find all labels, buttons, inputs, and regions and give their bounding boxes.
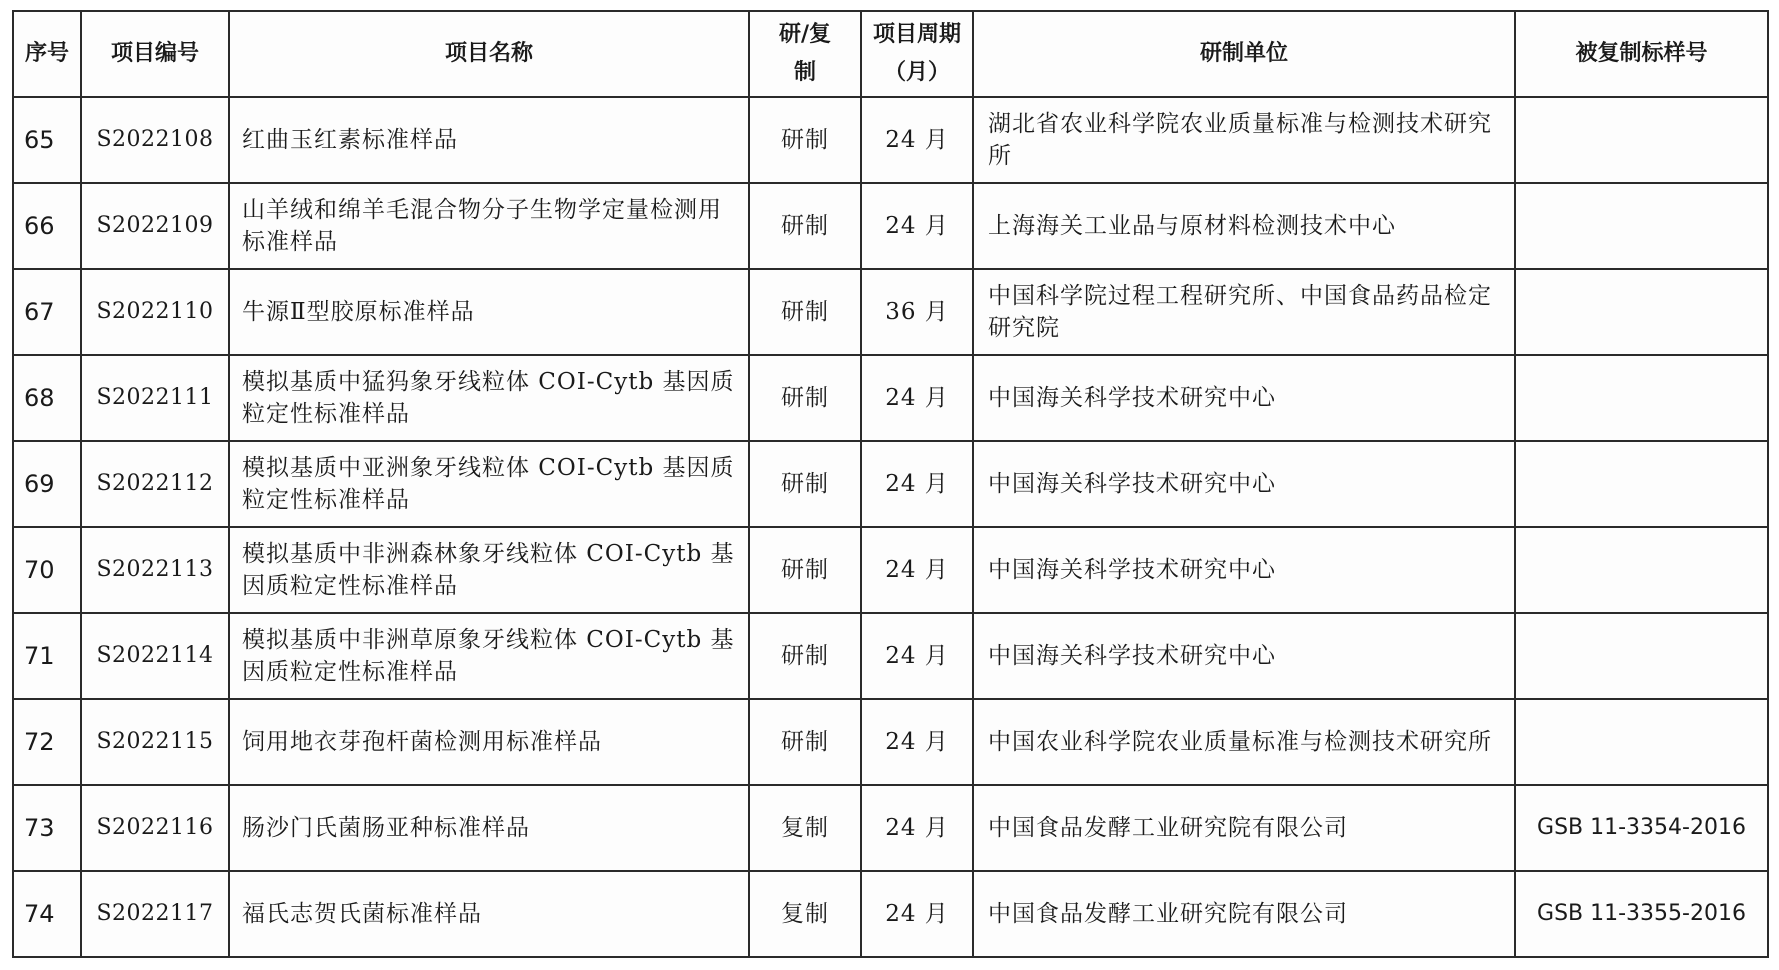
cell-name: 红曲玉红素标准样品 xyxy=(229,97,749,183)
cell-code: S2022111 xyxy=(81,355,229,441)
cell-type: 研制 xyxy=(749,183,861,269)
cell-org: 中国食品发酵工业研究院有限公司 xyxy=(973,785,1515,871)
cell-period: 24 月 xyxy=(861,785,973,871)
table-row xyxy=(13,97,1768,183)
header-name: 项目名称 xyxy=(229,11,749,97)
table-row xyxy=(13,613,1768,699)
cell-org: 中国海关科学技术研究中心 xyxy=(973,613,1515,699)
header-period xyxy=(861,11,973,97)
cell-seq: 65 xyxy=(13,97,81,183)
cell-name: 饲用地衣芽孢杆菌检测用标准样品 xyxy=(229,699,749,785)
cell-type: 研制 xyxy=(749,613,861,699)
cell-code: S2022117 xyxy=(81,871,229,957)
cell-type: 研制 xyxy=(749,269,861,355)
table-row xyxy=(13,527,1768,613)
cell-org: 中国农业科学院农业质量标准与检测技术研究所 xyxy=(973,699,1515,785)
header-type xyxy=(749,11,861,97)
table-row xyxy=(13,269,1768,355)
cell-period: 24 月 xyxy=(861,871,973,957)
cell-seq: 68 xyxy=(13,355,81,441)
cell-period: 24 月 xyxy=(861,97,973,183)
table-row xyxy=(13,183,1768,269)
table-row xyxy=(13,699,1768,785)
cell-period: 24 月 xyxy=(861,527,973,613)
cell-code: S2022116 xyxy=(81,785,229,871)
cell-type: 复制 xyxy=(749,871,861,957)
cell-name: 模拟基质中非洲森林象牙线粒体 COI-Cytb 基因质粒定性标准样品 xyxy=(229,527,749,613)
table-row xyxy=(13,355,1768,441)
cell-period: 36 月 xyxy=(861,269,973,355)
cell-code: S2022113 xyxy=(81,527,229,613)
cell-code: S2022110 xyxy=(81,269,229,355)
standards-table xyxy=(12,10,1769,958)
cell-period: 24 月 xyxy=(861,183,973,269)
header-period-line2: （月） xyxy=(883,60,950,85)
cell-ref: GSB 11-3355-2016 xyxy=(1515,871,1768,957)
header-type-line2: 制 xyxy=(793,60,816,85)
cell-ref xyxy=(1515,527,1768,613)
cell-ref xyxy=(1515,355,1768,441)
cell-ref xyxy=(1515,183,1768,269)
cell-type: 研制 xyxy=(749,699,861,785)
cell-org: 中国海关科学技术研究中心 xyxy=(973,355,1515,441)
cell-org: 上海海关工业品与原材料检测技术中心 xyxy=(973,183,1515,269)
cell-seq: 70 xyxy=(13,527,81,613)
cell-seq: 74 xyxy=(13,871,81,957)
cell-name: 山羊绒和绵羊毛混合物分子生物学定量检测用标准样品 xyxy=(229,183,749,269)
cell-type: 研制 xyxy=(749,441,861,527)
header-code: 项目编号 xyxy=(81,11,229,97)
table-row xyxy=(13,441,1768,527)
cell-type: 复制 xyxy=(749,785,861,871)
cell-name: 模拟基质中猛犸象牙线粒体 COI-Cytb 基因质粒定性标准样品 xyxy=(229,355,749,441)
cell-period: 24 月 xyxy=(861,441,973,527)
cell-ref xyxy=(1515,269,1768,355)
cell-ref xyxy=(1515,97,1768,183)
cell-code: S2022108 xyxy=(81,97,229,183)
cell-type: 研制 xyxy=(749,355,861,441)
cell-ref xyxy=(1515,441,1768,527)
cell-code: S2022114 xyxy=(81,613,229,699)
cell-ref xyxy=(1515,699,1768,785)
cell-org: 中国海关科学技术研究中心 xyxy=(973,441,1515,527)
header-period-line1: 项目周期 xyxy=(872,22,961,47)
cell-code: S2022115 xyxy=(81,699,229,785)
cell-seq: 69 xyxy=(13,441,81,527)
table-row xyxy=(13,785,1768,871)
cell-type: 研制 xyxy=(749,527,861,613)
cell-name: 模拟基质中非洲草原象牙线粒体 COI-Cytb 基因质粒定性标准样品 xyxy=(229,613,749,699)
table-header-row xyxy=(13,11,1768,97)
cell-period: 24 月 xyxy=(861,355,973,441)
document-page xyxy=(12,10,1767,960)
header-org: 研制单位 xyxy=(973,11,1515,97)
header-type-line1: 研/复 xyxy=(778,22,832,47)
header-seq: 序号 xyxy=(13,11,81,97)
cell-type: 研制 xyxy=(749,97,861,183)
cell-period: 24 月 xyxy=(861,699,973,785)
cell-code: S2022109 xyxy=(81,183,229,269)
cell-name: 模拟基质中亚洲象牙线粒体 COI-Cytb 基因质粒定性标准样品 xyxy=(229,441,749,527)
cell-org: 中国海关科学技术研究中心 xyxy=(973,527,1515,613)
header-ref: 被复制标样号 xyxy=(1515,11,1768,97)
cell-org: 中国食品发酵工业研究院有限公司 xyxy=(973,871,1515,957)
cell-seq: 72 xyxy=(13,699,81,785)
cell-period: 24 月 xyxy=(861,613,973,699)
cell-name: 肠沙门氏菌肠亚种标准样品 xyxy=(229,785,749,871)
cell-ref xyxy=(1515,613,1768,699)
cell-code: S2022112 xyxy=(81,441,229,527)
cell-seq: 67 xyxy=(13,269,81,355)
cell-name: 福氏志贺氏菌标准样品 xyxy=(229,871,749,957)
cell-seq: 71 xyxy=(13,613,81,699)
cell-ref: GSB 11-3354-2016 xyxy=(1515,785,1768,871)
cell-seq: 66 xyxy=(13,183,81,269)
cell-org: 中国科学院过程工程研究所、中国食品药品检定研究院 xyxy=(973,269,1515,355)
table-row xyxy=(13,871,1768,957)
cell-seq: 73 xyxy=(13,785,81,871)
cell-name: 牛源Ⅱ型胶原标准样品 xyxy=(229,269,749,355)
cell-org: 湖北省农业科学院农业质量标准与检测技术研究所 xyxy=(973,97,1515,183)
